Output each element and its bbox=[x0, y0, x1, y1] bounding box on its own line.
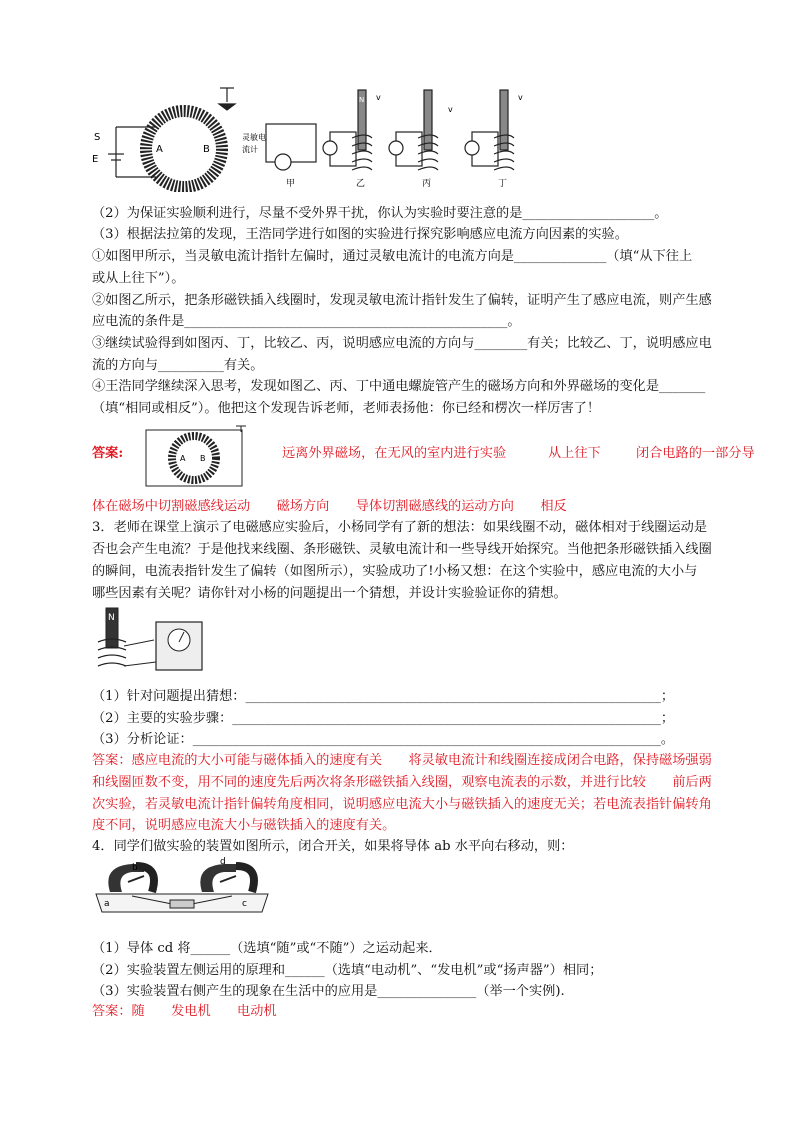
q3-figure-magnet-coil bbox=[94, 606, 212, 676]
q4-sub-3: （3）实验装置右侧产生的现象在生活中的应用是_______________（举一个实例). bbox=[92, 984, 565, 999]
q4-answer: 答案：随 发电机 电动机 bbox=[92, 1004, 277, 1019]
caption-bing: 丙 bbox=[422, 179, 432, 189]
q3-answer-2: 和线圈匝数不变，用不同的速度先后两次将条形磁铁插入线圈，观察电流表的示数，并进行比较 前后两 bbox=[92, 775, 712, 790]
coil-bing bbox=[389, 90, 438, 170]
label-b: B bbox=[203, 144, 210, 155]
coil-yi bbox=[323, 90, 372, 170]
label-a: A bbox=[156, 144, 163, 155]
velocity-label-yi: v bbox=[376, 93, 381, 102]
label-e: E bbox=[92, 154, 99, 165]
galvanometer-circuit-jia bbox=[266, 124, 316, 170]
caption-ding: 丁 bbox=[498, 179, 508, 189]
q2-c2-line2: 应电流的条件是_________________________________________________。 bbox=[92, 314, 521, 329]
coil-ding bbox=[465, 90, 514, 170]
q3-sub-3: （3）分析论证：_______________________________________________________________________。 bbox=[92, 732, 675, 747]
q3-stem-2: 否也会产生电流？于是他找来线圈、条形磁铁、灵敏电流计和一些导线开始探究。当他把条形磁铁插入线圈 bbox=[92, 542, 712, 557]
q2-part2: （2）为保证实验顺利进行，尽量不受外界干扰，你认为实验时要注意的是____________________。 bbox=[92, 206, 668, 221]
q2-c3-line2: 流的方向与__________有关。 bbox=[92, 358, 264, 373]
q4-label-d: d bbox=[220, 857, 226, 867]
q2-c1-line1: ①如图甲所示，当灵敏电流计指针左偏时，通过灵敏电流计的电流方向是______________（填“从下往上 bbox=[92, 249, 693, 264]
velocity-label-ding: v bbox=[518, 93, 523, 102]
q3-sub-1: （1）针对问题提出猜想：_______________________________________________________________； bbox=[92, 689, 675, 704]
q3-sub-2: （2）主要的实验步骤：_________________________________________________________________； bbox=[92, 711, 675, 726]
meter-label-1: 灵敏电 bbox=[242, 133, 266, 142]
q2-answer-2: 从上往下 bbox=[548, 446, 601, 461]
q4-label-b: b bbox=[132, 863, 138, 873]
q2-c2-line1: ②如图乙所示，把条形磁铁插入线圈时，发现灵敏电流计指针发生了偏转，证明产生了感应电流，则产生感 bbox=[92, 293, 712, 308]
q2-answer-1: 远离外界磁场，在无风的室内进行实验 bbox=[282, 446, 507, 461]
q2-answer-label: 答案: bbox=[92, 446, 124, 461]
q4-sub-1: （1）导体 cd 将______（选填“随”或“不随”）之运动起来． bbox=[92, 941, 442, 956]
caption-yi: 乙 bbox=[356, 179, 366, 189]
answer-label-a: A bbox=[180, 454, 186, 463]
q4-sub-2: （2）实验装置左侧运用的原理和______（选填“电动机”、“发电机”或“扬声器”）相同； bbox=[92, 963, 603, 978]
pole-label-yi: N bbox=[359, 96, 365, 104]
q2-answer-line2: 体在磁场中切割磁感线运动 磁场方向 导体切割磁感线的运动方向 相反 bbox=[92, 499, 567, 514]
q3-stem-4: 哪些因素有关呢？请你针对小杨的问题提出一个猜想，并设计实验验证你的猜想。 bbox=[92, 586, 567, 601]
q2-part3: （3）根据法拉第的发现，王浩同学进行如图的实验进行探究影响感应电流方向因素的实验。 bbox=[92, 227, 628, 242]
q3-stem-3: 的瞬间，电流表指针发生了偏转（如图所示），实验成功了!小杨又想：在这个实验中，感应电流的大小与 bbox=[92, 564, 698, 579]
q2-answer-3: 闭合电路的一部分导 bbox=[636, 446, 755, 461]
answer-label-b: B bbox=[200, 454, 206, 463]
q2-c4-line1: ④王浩同学继续深入思考，发现如图乙、丙、丁中通电螺旋管产生的磁场方向和外界磁场的变化是_______ bbox=[92, 379, 706, 394]
velocity-label-bing: v bbox=[448, 105, 453, 114]
q4-label-c: c bbox=[242, 899, 247, 909]
q4-label-a: a bbox=[104, 899, 110, 909]
q4-stem: 4．同学们做实验的装置如图所示，闭合开关，如果将导体 ab 水平向右移动，则： bbox=[92, 839, 574, 854]
caption-jia: 甲 bbox=[286, 179, 296, 189]
experiment-figure-top bbox=[86, 82, 538, 192]
meter-label-2: 流计 bbox=[242, 145, 258, 154]
q3-stem-1: 3．老师在课堂上演示了电磁感应实验后，小杨同学有了新的想法：如果线圈不动，磁体相对于线圈运动是 bbox=[92, 520, 708, 535]
q3-answer-3: 次实验，若灵敏电流计指针偏转角度相同，说明感应电流大小与磁铁插入的速度无关；若电流表指针偏转角 bbox=[92, 797, 712, 812]
q2-c1-line2: 或从上往下”）。 bbox=[92, 271, 185, 286]
q4-figure-apparatus bbox=[92, 856, 272, 918]
compass-needle bbox=[219, 88, 235, 110]
q2-c4-line2: （填“相同或相反”）。他把这个发现告诉老师，老师表扬他：你已经和楞次一样厉害了！ bbox=[92, 401, 601, 416]
q3-answer-4: 度不同，说明感应电流大小与磁铁插入的速度有关。 bbox=[92, 818, 396, 833]
q3-answer-1: 答案：感应电流的大小可能与磁体插入的速度有关 将灵敏电流计和线圈连接成闭合电路，保持磁场强弱 bbox=[92, 753, 712, 768]
answer-diagram-ring bbox=[138, 424, 250, 492]
label-s: S bbox=[94, 132, 101, 143]
q3-magnet-n: N bbox=[108, 613, 115, 623]
q2-c3-line1: ③继续试验得到如图丙、丁，比较乙、丙，说明感应电流的方向与________有关；比较乙、丁，说明感应电 bbox=[92, 336, 712, 351]
